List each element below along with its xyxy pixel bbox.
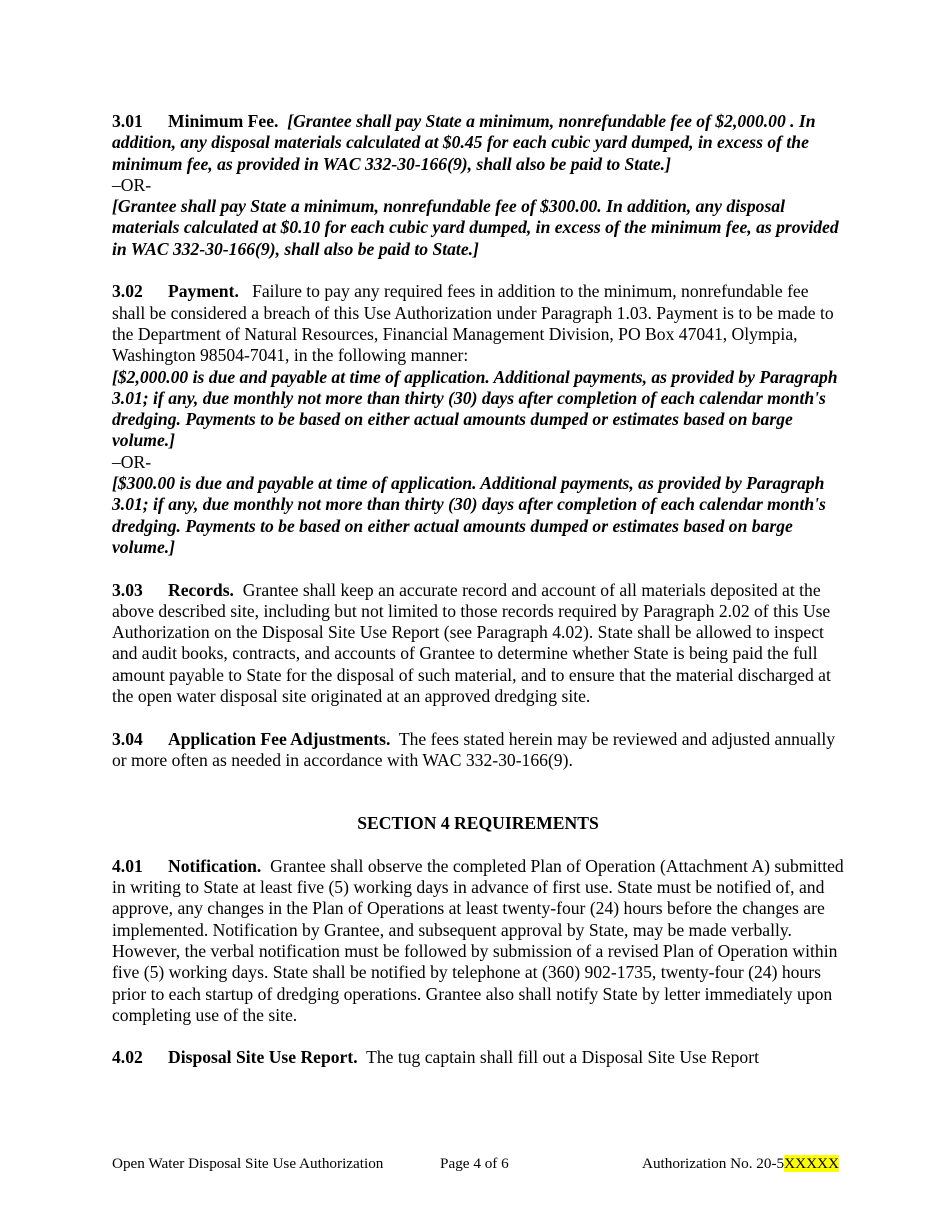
or-separator: –OR- — [112, 451, 152, 472]
section-number: 4.01 — [112, 855, 143, 876]
authorization-prefix: Authorization No. 20-5 — [642, 1155, 785, 1172]
section-number: 4.02 — [112, 1047, 143, 1068]
section-4-heading: SECTION 4 REQUIREMENTS — [357, 813, 599, 834]
document-body — [112, 111, 844, 1069]
payment-option-2: [$300.00 is due and payable at time of application. Additional payments, as provided by Paragraph 3.01; if any, due monthly not more than thirty (30) days after completion of each calendar month's dredging. Payments to be based on either actual amounts dumped or estimates based on barge volume.] — [112, 473, 826, 557]
footer-document-title: Open Water Disposal Site Use Authorization — [112, 1155, 384, 1172]
paragraph-4-01 — [112, 856, 844, 1026]
footer-page-number: Page 4 of 6 — [440, 1155, 509, 1172]
section-title: Disposal Site Use Report. — [168, 1047, 358, 1068]
section-title: Minimum Fee. — [168, 111, 279, 131]
paragraph-3-03 — [112, 580, 844, 708]
authorization-highlight: XXXXX — [784, 1155, 839, 1172]
paragraph-3-04 — [112, 729, 844, 772]
paragraph-3-02 — [112, 281, 844, 366]
section-number: 3.04 — [112, 728, 143, 749]
section-number: 3.01 — [112, 111, 143, 131]
section-title: Application Fee Adjustments. — [168, 728, 391, 749]
section-number: 3.03 — [112, 579, 143, 600]
paragraph-4-02 — [112, 1047, 844, 1068]
or-separator: –OR- — [112, 174, 152, 195]
section-number: 3.02 — [112, 281, 143, 302]
fee-option-1: [Grantee shall pay State a minimum, nonrefundable fee of $2,000.00 . In addition, any disposal materials calculated at $0.45 for each cubic yard dumped, in excess of the minimum fee, as provided in WAC 332-30-166(9), shall also be paid to State.] — [112, 111, 816, 174]
section-text: Grantee shall keep an accurate record and account of all materials deposited at the above described site, including but not limited to those records required by Paragraph 2.02 of this Use Authorization on the Disposal Site Use Report (see Paragraph 4.02). State shall be allowed to inspect and audit books, contracts, and accounts of Grantee to determine whether State is being paid the full amount payable to State for the disposal of such material, and to ensure that the material discharged at the open water disposal site originated at an approved dredging site. — [112, 579, 831, 707]
section-text: Grantee shall observe the completed Plan of Operation (Attachment A) submitted in writing to State at least five (5) working days in advance of first use. State must be notified of, and approve, any changes in the Plan of Operations at least twenty-four (24) hours before the changes are implemented. Notification by Grantee, and subsequent approval by State, may be made verbally. However, the verbal notification must be followed by submission of a revised Plan of Operation within five (5) working days. State shall be notified by telephone at (360) 902-1735, twenty-four (24) hours prior to each startup of dredging operations. Grantee also shall notify State by letter immediately upon completing use of the site. — [112, 855, 844, 1025]
section-text: Failure to pay any required fees in addition to the minimum, nonrefundable fee shall be considered a breach of this Use Authorization under Paragraph 1.03. Payment is to be made to the Department of Natural Resources, Financial Management Division, PO Box 47041, Olympia, Washington 98504-7041, in the following manner: — [112, 281, 834, 366]
section-title: Records. — [168, 579, 234, 600]
fee-option-2: [Grantee shall pay State a minimum, nonrefundable fee of $300.00. In addition, any disposal materials calculated at $0.10 for each cubic yard dumped, in excess of the minimum fee, as provided in WAC 332-30-166(9), shall also be paid to State.] — [112, 196, 839, 259]
section-text: The tug captain shall fill out a Disposal Site Use Report — [366, 1047, 759, 1068]
footer-authorization-number — [642, 1155, 839, 1173]
section-title: Notification. — [168, 855, 262, 876]
payment-option-1: [$2,000.00 is due and payable at time of application. Additional payments, as provided by Paragraph 3.01; if any, due monthly not more than thirty (30) days after completion of each calendar month's dredging. Payments to be based on either actual amounts dumped or estimates based on barge volume.] — [112, 366, 838, 451]
section-title: Payment. — [168, 281, 239, 302]
paragraph-3-01 — [112, 111, 844, 175]
section-text: The fees stated herein may be reviewed and adjusted annually or more often as needed in accordance with WAC 332-30-166(9). — [112, 728, 836, 770]
